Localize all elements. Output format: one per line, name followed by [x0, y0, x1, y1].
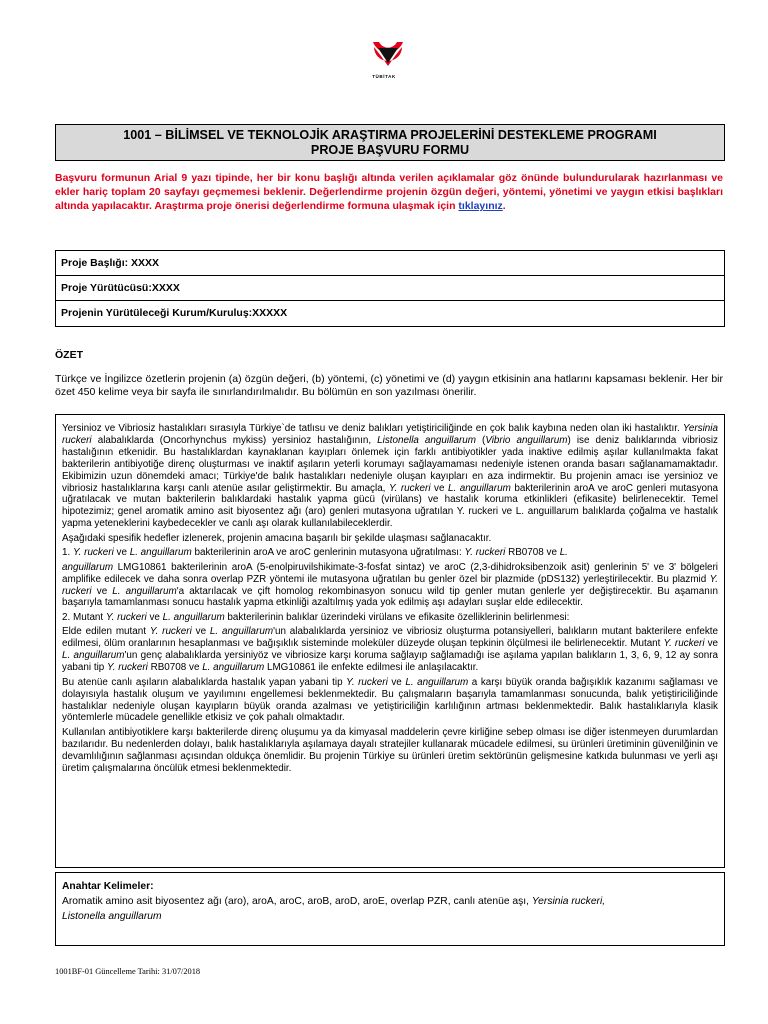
- abstract-paragraph-4: [62, 562, 718, 610]
- text: alabalıklarda (Oncorhynchus mykiss) yersinioz hastalığının,: [91, 434, 378, 446]
- abstract-paragraph-5: [62, 612, 718, 624]
- keywords-heading: Anahtar Kelimeler:: [62, 881, 154, 892]
- text: 2. Mutant: [62, 611, 106, 623]
- instructions-text: Başvuru formunun Arial 9 yazı tipinde, her bir konu başlığı altında verilen açıklamalar göz önünde bulundurularak hazırlanması ve ekler hariç toplam 20 sayfayı geçmemesi beklenir. Değerlendirme projenin özgün değeri, yöntemi, yönetimi ve yaygın etkisi başlıkları altında yapılacaktır. Araştırma proje önerisi değerlendirme formuna ulaşmak için: [55, 172, 723, 213]
- text: a karşı büyük oranda bağışıklık kazanımı sağlaması ve dolayısıyla hastalık oluşum ve yayılımını engellemesi beklenmektedir. Bu çalışmaların başarıyla tamamlanması sonucunda, balık yetiştiriciliğinde hastalıklar nedeniyle oluşan kayıpların büyük oranda azalması ve yetiştiriciliğin karlılığının artması beklenmektedir. Balık hastalıklarıyla klasik yöntemlerle mücadele genellikle etkisiz ve çok pahalı olmaktadır.: [62, 676, 718, 724]
- species-name: Y. ruckeri: [149, 626, 192, 638]
- text: RB0708 ve: [147, 662, 203, 674]
- text: 1.: [62, 547, 73, 559]
- text: LMG10861 bakterilerinin aroA (5-enolpiruvilshikimate-3-fosfat sintaz) ve aroC (2,3-dihidroksibenzoik asit) genlerinin 5' ve 3' bölgeleri amplifike edilecek ve daha sonra overlap PZR yöntemi ile mutasyona uğratılan bu genler özel bir plazmide (pDS132) yerleştirilecektir. Bu plazmid: [62, 561, 718, 585]
- text: (: [475, 434, 486, 446]
- keywords-box: [55, 872, 725, 946]
- text: 'un alabalıklarda yersinioz ve vibriosiz oluşturma potansiyelleri, balıkların mutant bakterilere enfekte edilmesi, ölüm oranlarının hesaplanması ve bağışıklık sisteminde moleküler düzeyde oluşan tepkinin ölçülmesi ile belirlenecektir. Mutant: [62, 626, 719, 650]
- text: Aromatik amino asit biyosentez ağı (aro), aroA, aroC, aroB, aroD, aroE, overlap PZR, canlı atenüe aşı,: [62, 896, 532, 907]
- keywords-list: [62, 894, 718, 924]
- program-title-box: [55, 124, 725, 161]
- logo-triangle: [378, 48, 398, 63]
- abstract-paragraph-7: [62, 677, 718, 725]
- abstract-paragraph-2: Aşağıdaki spesifik hedefler izlenerek, projenin amacına başarılı bir şekilde ulaşması sağlanacaktır.: [62, 532, 492, 544]
- abstract-box: [55, 414, 725, 868]
- text: Bu atenüe canlı aşıların alabalıklarda hastalık yapan yabani tip: [62, 676, 347, 688]
- text: 'un genç alabalıklarda yersiniyöz ve vibriosize karşı koruma sağlayıp sağlamadığı ise aşılama yapılan balıkların 1, 3, 6, 9, 12 ay sonra yabani tip: [62, 650, 718, 674]
- text: ve: [387, 676, 406, 688]
- text: Yersinioz ve Vibriosiz hastalıkları sırasıyla Türkiye`de tatlısu ve deniz balıkları yetiştiriciliğinde en çok balık kaybına neden olan iki hastalıktır.: [62, 423, 683, 434]
- text: bakterilerinin aroA ve aroC genleri mutasyona uğratılacak ve mutan bakterilerin balıklardaki hastalık yapma gücü (virülans) ve hastalık koruma etkinlikleri (efikasite) belirlenecektir. Temel hipotezimiz; genel aromatik amino asit biyosentez ağı (aro) genleri mutasyona uğratılan Y. ruckeri ve L. anguillarum balıklarda çoğalma ve hastalık yapma yeteneklerini kaybedecekler ve canlı aşı olarak kullanılabileceklerdir.: [62, 482, 719, 530]
- text: Elde edilen mutant: [62, 626, 150, 638]
- species-name: L. anguillarum: [405, 676, 469, 688]
- text: ve: [191, 626, 210, 638]
- species-name: L. anguillarum: [62, 650, 125, 662]
- abstract-paragraph-8: Kullanılan antibiyotiklere karşı bakterilerde direnç oluşumu ya da kimyasal maddelerin çevre kirliğine sebep olması ise diğer istenmeyen durumlardan bazılarıdır. Bu nedenlerden dolayı, balık hastalıklarıyla aşılamaya dayalı stratejiler kullanarak mücadele edilmesi, su ürünleri üretiminin güvenilğinin ve devamlılığının sağlanması açısından oldukça önemlidir. Bu projenin Türkiye su ürünleri üretim sektörünün gelişmesine katkıda bulunması ve yerli aşı üretim çalışmalarına öncülük etmesi beklenmektedir.: [62, 726, 718, 774]
- text: ve: [113, 547, 130, 559]
- species-name: Listonella anguillarum: [62, 911, 162, 922]
- project-executor-field: Proje Yürütücüsü:XXXX: [56, 276, 724, 301]
- species-name: Yersinia ruckeri,: [531, 896, 606, 907]
- species-name: Y. ruckeri: [62, 573, 718, 597]
- text: ve: [704, 638, 719, 650]
- project-info-table: [55, 250, 725, 327]
- program-title: 1001 – BİLİMSEL VE TEKNOLOJİK ARAŞTIRMA PROJELERİNİ DESTEKLEME PROGRAMI: [123, 128, 657, 142]
- species-name: L. anguillarum: [448, 482, 511, 494]
- species-name: L. anguillarum: [129, 547, 192, 559]
- species-name: Y. ruckeri: [464, 547, 506, 559]
- logo-text: TÜBİTAK: [372, 74, 396, 79]
- species-name: Vibrio anguillarum: [485, 434, 568, 446]
- text: LMG10861 ile enfekte edilmesi ile anlaşılacaktır.: [264, 662, 479, 674]
- species-name: Y. ruckeri: [105, 611, 147, 623]
- text: ve: [146, 611, 163, 623]
- ozet-heading: ÖZET: [55, 349, 83, 361]
- species-name: Y. ruckeri: [388, 482, 431, 494]
- abstract-paragraph-1: [62, 423, 718, 530]
- species-name: Y. ruckeri: [107, 662, 148, 674]
- text: 'a aktarılacak ve çift homolog rekombinasyon sonucu wild tip genler mutan genlerle yer değiştirecektir. Bu aşamanın başarıyla tamamlanması sonucu hastalık yapma etkinliği azaltılmış yada yok edilmiş aşı adayları suşlar elde edilecektir.: [62, 585, 718, 609]
- species-name: L. anguillarum: [112, 585, 177, 597]
- abstract-paragraph-6: [62, 626, 718, 674]
- form-instructions: [55, 171, 723, 214]
- species-name: Y. ruckeri: [72, 547, 114, 559]
- species-name: Yersinia ruckeri: [62, 423, 718, 446]
- text: RB0708 ve: [505, 547, 560, 559]
- instructions-end: .: [502, 200, 506, 213]
- ozet-description: Türkçe ve İngilizce özetlerin projenin (a) özgün değeri, (b) yöntemi, (c) yönetimi ve (d) yaygın etkisinin ana hatlarını kapsaması beklenir. Her bir özet 450 kelime veya bir sayfa ile sınırlandırılmalıdır. Bu bölümün en son yazılması önerilir.: [55, 373, 723, 399]
- species-name: L.: [559, 547, 568, 559]
- species-name: Listonella anguillarum: [377, 434, 476, 446]
- text: bakterilerinin aroA ve aroC genlerinin mutasyona uğratılması:: [191, 547, 465, 559]
- species-name: Y. ruckeri: [346, 676, 388, 688]
- abstract-paragraph-3: [62, 547, 718, 559]
- evaluation-form-link[interactable]: tıklayınız: [458, 200, 503, 213]
- form-title: PROJE BAŞVURU FORMU: [310, 143, 470, 157]
- project-title-field: Proje Başlığı: XXXX: [56, 251, 724, 276]
- species-name: anguillarum: [62, 561, 114, 573]
- text: ve: [91, 585, 113, 597]
- project-institution-field: Projenin Yürütüleceği Kurum/Kuruluş:XXXXX: [61, 307, 288, 319]
- footer-revision: 1001BF-01 Güncelleme Tarihi: 31/07/2018: [55, 967, 201, 976]
- species-name: Y. ruckeri: [663, 638, 705, 650]
- text: ve: [430, 482, 448, 494]
- text: bakterilerinin balıklar üzerindeki virülans ve efikasite özelliklerinin belirlenmesi:: [224, 611, 570, 623]
- text: ) ise deniz balıklarında vibriosiz hastalığının etkenidir. Bu hastalıklardan kaynaklanan kayıpları önlemek için farklı antibiyotikler yada inaktive edilmiş aşılar kullanılmakta fakat bakterilerin antibiyotiğe direnç oluşturması ve inaktif aşıların yeterli korumayı sağlayamaması nedeniyle istenen oranda basarı sağlanamamaktadır. Ekibimizin uzun dönemdeki amacı; Türkiye'de balık hastalıkları nedeniyle oluşan kayıpları en aza indirmektir. Bu projenin amacı ise yersinioz ve vibriosiz hastalıklarına karşı canlı atenüe asılar geliştirmektir. Bu amaçla,: [62, 434, 718, 494]
- species-name: L. anguillarum: [202, 662, 265, 674]
- species-name: L. anguillarum: [162, 611, 225, 623]
- species-name: L. anguillarum: [209, 626, 274, 638]
